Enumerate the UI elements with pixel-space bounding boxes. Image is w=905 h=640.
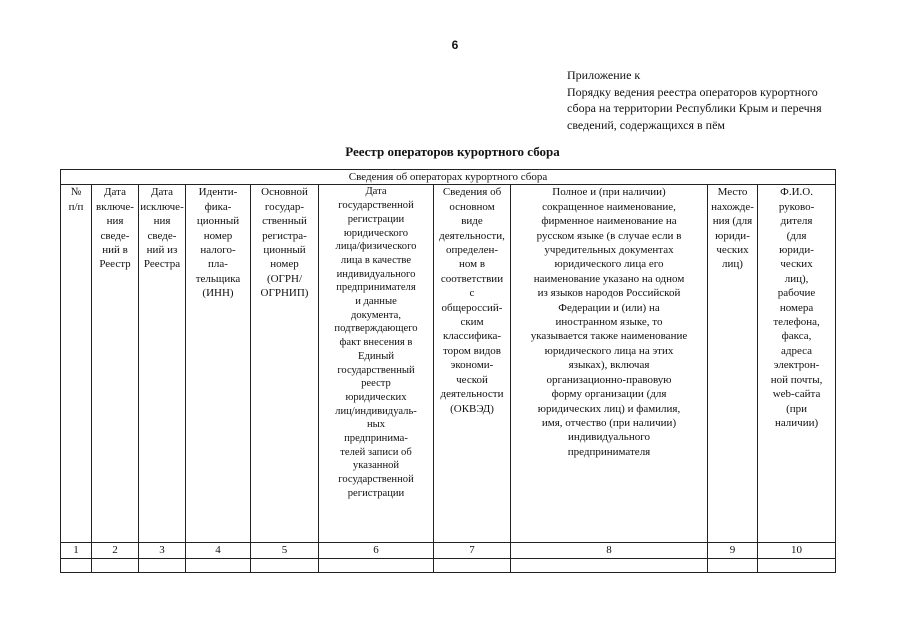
column-header: Сведения об основном виде деятельности, определен- ном в соответствии с общероссий- ским классифика- тором видов экономи- ческой деятельности (ОКВЭД)	[434, 185, 511, 543]
column-number: 4	[186, 543, 251, 558]
table-cell	[251, 558, 319, 572]
column-number: 7	[434, 543, 511, 558]
column-number: 9	[708, 543, 758, 558]
column-header: Дата включе- ния сведе- ний в Реестр	[92, 185, 139, 543]
column-header: Основной государ- ственный регистра- ционный номер (ОГРН/ ОГРНИП)	[251, 185, 319, 543]
page-number: 6	[451, 38, 459, 52]
group-header-cell: Сведения об операторах курортного сбора	[61, 170, 836, 185]
appendix-line: сведений, содержащихся в пём	[567, 117, 725, 132]
document-title: Реестр операторов курортного сбора	[345, 144, 560, 159]
column-number: 6	[319, 543, 434, 558]
column-number: 2	[92, 543, 139, 558]
table-cell	[708, 558, 758, 572]
column-header: Дата исключе- ния сведе- ний из Реестра	[139, 185, 186, 543]
table-cell	[186, 558, 251, 572]
appendix-line: Порядку ведения реестра операторов курортного	[567, 84, 818, 99]
column-header: Место нахожде- ния (для юриди- ческих лиц)	[708, 185, 758, 543]
table-cell	[92, 558, 139, 572]
appendix-note	[567, 67, 867, 133]
table-cell	[139, 558, 186, 572]
column-header: Ф.И.О. руково- дителя (для юриди- ческих лиц), рабочие номера телефона, факса, адреса электрон- ной почты, web-сайта (при наличии)	[758, 185, 836, 543]
table-cell	[434, 558, 511, 572]
table-cell	[319, 558, 434, 572]
empty-data-row	[61, 558, 836, 572]
registry-table	[60, 169, 836, 573]
table-cell	[758, 558, 836, 572]
column-number: 8	[511, 543, 708, 558]
column-number: 10	[758, 543, 836, 558]
column-number: 3	[139, 543, 186, 558]
table-cell	[511, 558, 708, 572]
column-header: Полное и (при наличии) сокращенное наименование, фирменное наименование на русском языке (в случае если в учредительных документах юридического лица его наименование указано на одном из языков народов Российской Федерации и (или) на иностранном языке, то указывается также наименование юридического лица на этих языках), включая организационно-правовую форму организации (для юридических лиц) и фамилия, имя, отчество (при наличии) индивидуального предпринимателя	[511, 185, 708, 543]
column-number: 1	[61, 543, 92, 558]
table-cell	[61, 558, 92, 572]
column-header: Дата государственной регистрации юридического лица/физического лица в качестве индивидуального предпринимателя и данные документа, подтверждающего факт внесения в Единый государственный реестр юридических лиц/индивидуаль- ных предпринима- телей записи об указанной государственной регистрации	[319, 185, 434, 543]
group-header-row	[61, 170, 836, 185]
column-header: № п/п	[61, 185, 92, 543]
column-number: 5	[251, 543, 319, 558]
column-number-row	[61, 543, 836, 558]
column-header: Иденти- фика- ционный номер налого- пла- тельщика (ИНН)	[186, 185, 251, 543]
appendix-line: Приложение к	[567, 68, 641, 82]
appendix-line: сбора на территории Республики Крым и перечня	[567, 101, 822, 115]
column-header-row	[61, 185, 836, 543]
